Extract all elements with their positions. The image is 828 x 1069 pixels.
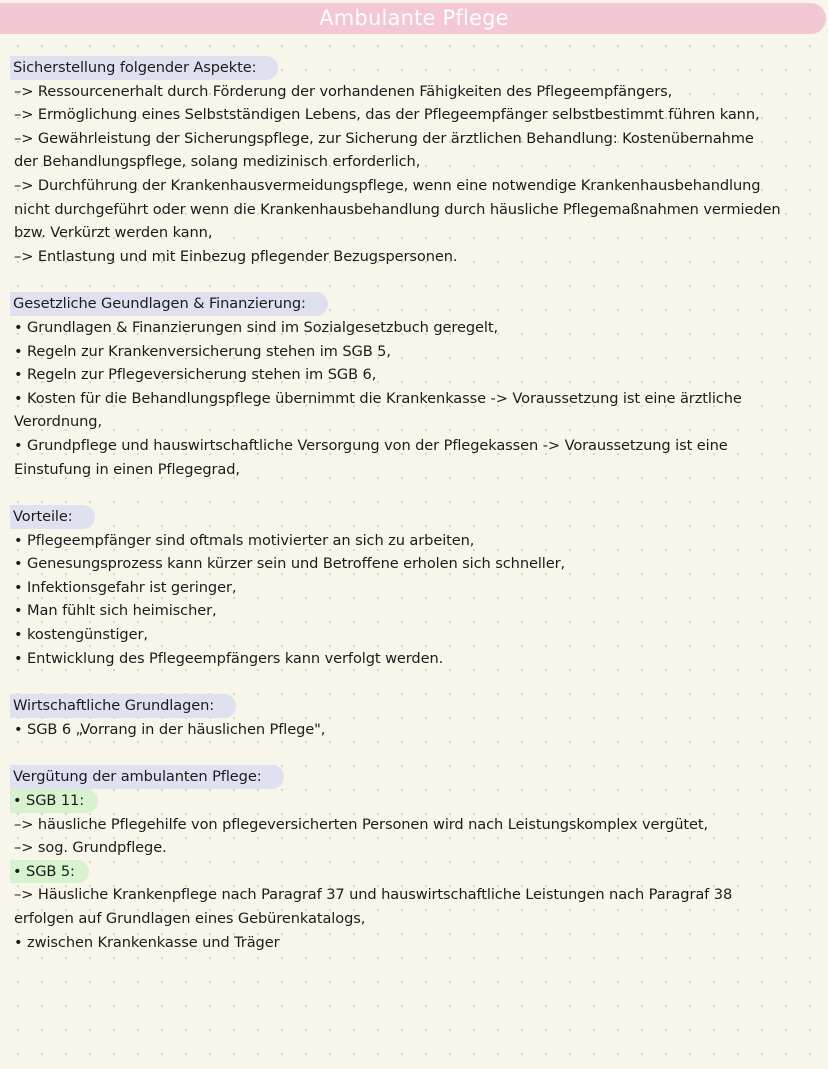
bullet-line: • zwischen Krankenkasse und Träger [14, 933, 280, 951]
bullet-line: • Regeln zur Krankenversicherung stehen im SGB 5, [14, 342, 391, 360]
sgb11-row [14, 789, 820, 813]
section-heading-row [14, 292, 820, 316]
text-line: Einstufung in einen Pflegegrad, [14, 460, 240, 478]
section-heading-row [14, 56, 820, 80]
bullet-line: • kostengünstiger, [14, 626, 148, 644]
text-line: –> häusliche Pflegehilfe von pflegeversicherten Personen wird nach Leistungskomplex vergütet, [14, 815, 709, 833]
sgb5-row [14, 860, 820, 884]
section-heading-grundlagen-finanzierung: Gesetzliche Geundlagen & Finanzierung: [10, 292, 328, 316]
bullet-line: • Entwicklung des Pflegeempfängers kann verfolgt werden. [14, 649, 444, 667]
text-line: –> Durchführung der Krankenhausvermeidungspflege, wenn eine notwendige Krankenhausbehandlung [14, 176, 761, 194]
section-heading-wirtschaftliche-grundlagen: Wirtschaftliche Grundlagen: [10, 694, 236, 718]
text-line: erfolgen auf Grundlagen eines Gebürenkatalogs, [14, 910, 366, 927]
text-line: –> sog. Grundpflege. [14, 839, 167, 857]
section-heading-row [14, 694, 820, 718]
section-spacer [14, 741, 820, 765]
section-heading-row [14, 765, 820, 789]
sgb5-label: • SGB 5: [10, 860, 89, 884]
bullet-line: • Pflegeempfänger sind oftmals motivierter an sich zu arbeiten, [14, 531, 475, 549]
bullet-line: • Kosten für die Behandlungspflege übernimmt die Krankenkasse -> Voraussetzung ist eine ärztliche [14, 389, 742, 407]
section-heading-vorteile: Vorteile: [10, 505, 95, 529]
text-line: –> Ermöglichung eines Selbstständigen Lebens, das der Pflegeempfänger selbstbestimmt führen kann, [14, 106, 760, 124]
text-line: Verordnung, [14, 413, 102, 431]
text-line: der Behandlungspflege, solang medizinisch erforderlich, [14, 153, 421, 171]
bullet-line: • Genesungsprozess kann kürzer sein und Betroffene erholen sich schneller, [14, 555, 566, 573]
text-line: bzw. Verkürzt werden kann, [14, 224, 213, 242]
section-heading-verguetung: Vergütung der ambulanten Pflege: [10, 765, 284, 789]
section-spacer [14, 670, 820, 694]
note-content [14, 56, 820, 954]
bullet-line: • SGB 6 „Vorrang in der häuslichen Pflege", [14, 720, 326, 738]
text-line: –> Entlastung und mit Einbezug pflegender Bezugspersonen. [14, 247, 458, 265]
text-line: –> Ressourcenerhalt durch Förderung der vorhandenen Fähigkeiten des Pflegeempfängers, [14, 82, 673, 100]
text-line: –> Gewährleistung der Sicherungspflege, zur Sicherung der ärztlichen Behandlung: Kostenübernahme [14, 129, 754, 147]
section-heading-sicherstellung: Sicherstellung folgender Aspekte: [10, 56, 278, 80]
section-spacer [14, 481, 820, 505]
bullet-line: • Grundlagen & Finanzierungen sind im Sozialgesetzbuch geregelt, [14, 318, 499, 336]
section-heading-row [14, 505, 820, 529]
bullet-line: • Infektionsgefahr ist geringer, [14, 578, 237, 596]
text-line: –> Häusliche Krankenpflege nach Paragraf 37 und hauswirtschaftliche Leistungen nach Paragraf 38 [14, 886, 733, 904]
bullet-line: • Man fühlt sich heimischer, [14, 602, 217, 620]
bullet-line: • Grundpflege und hauswirtschaftliche Versorgung von der Pflegekassen -> Voraussetzung ist eine [14, 436, 728, 454]
page-title: Ambulante Pflege [319, 6, 509, 30]
section-spacer [14, 268, 820, 292]
bullet-line: • Regeln zur Pflegeversicherung stehen im SGB 6, [14, 366, 377, 384]
sgb11-label: • SGB 11: [10, 789, 98, 813]
text-line: nicht durchgeführt oder wenn die Krankenhausbehandlung durch häusliche Pflegemaßnahmen vermieden [14, 200, 781, 218]
